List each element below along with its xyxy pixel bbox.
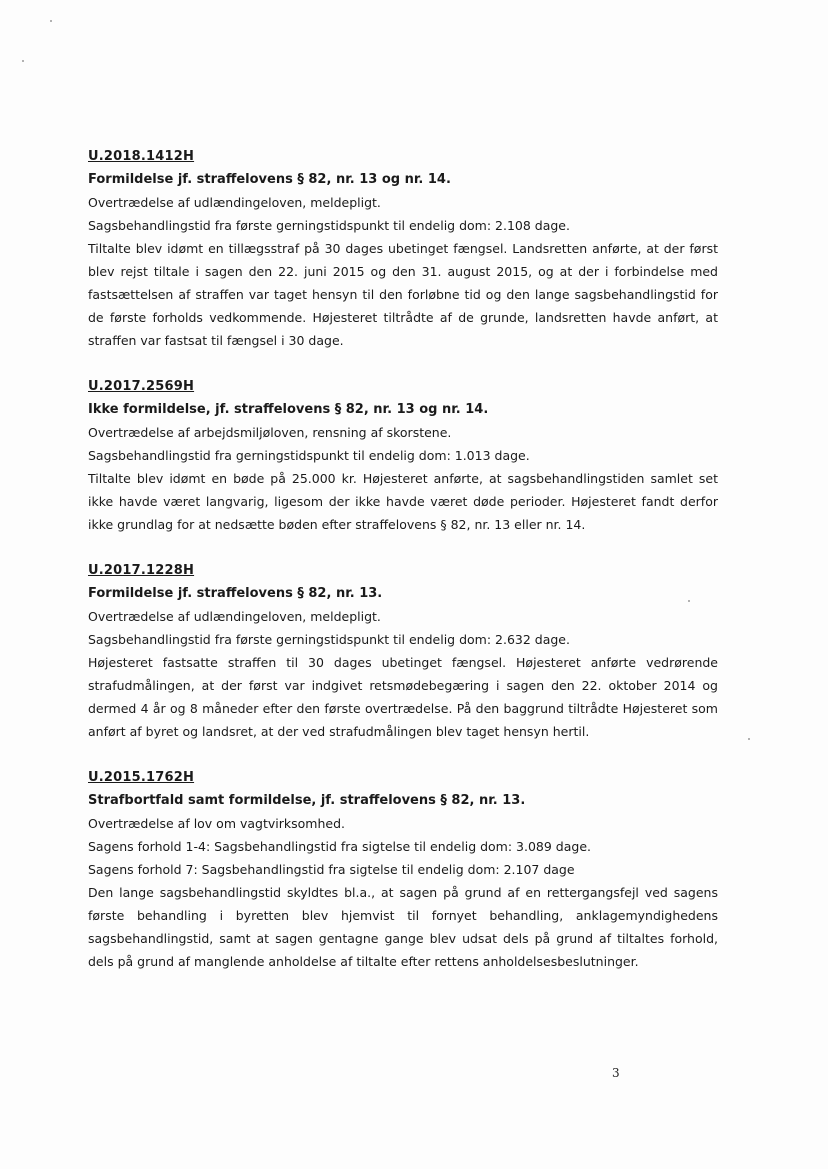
case-text: Den lange sagsbehandlingstid skyldtes bl.a., at sagen på grund af en rettergangsfejl ved sagens første behandling i byretten blev hjemvist til fornyet behandling, anklagemyndighedens sagsbehandlingstid, samt at sagen gentagne gange blev udsat dels på grund af tiltaltes forhold, dels på grund af manglende anholdelse af tiltalte efter rettens anholdelsesbeslutninger. — [88, 885, 718, 969]
case-title: Strafbortfald samt formildelse, jf. straffelovens § 82, nr. 13. — [88, 793, 526, 808]
case-title: Formildelse jf. straffelovens § 82, nr. 13 og nr. 14. — [88, 172, 451, 187]
case-reference: U.2017.1228H — [88, 563, 195, 578]
case-offense: Overtrædelse af lov om vagtvirksomhed. — [88, 816, 345, 831]
case-offense: Overtrædelse af udlændingeloven, meldepligt. — [88, 609, 381, 624]
case-entry — [88, 375, 718, 536]
case-offense: Overtrædelse af udlændingeloven, meldepligt. — [88, 195, 381, 210]
case-duration: Sagsbehandlingstid fra gerningstidspunkt til endelig dom: 1.013 dage. — [88, 448, 530, 463]
case-duration: Sagsbehandlingstid fra første gerningstidspunkt til endelig dom: 2.108 dage. — [88, 218, 570, 233]
page-number: 3 — [612, 1066, 620, 1080]
case-duration: Sagsbehandlingstid fra første gerningstidspunkt til endelig dom: 2.632 dage. — [88, 632, 570, 647]
case-duration: Sagens forhold 1-4: Sagsbehandlingstid fra sigtelse til endelig dom: 3.089 dage. — [88, 839, 591, 854]
case-entry — [88, 766, 718, 973]
case-text: Højesteret fastsatte straffen til 30 dages ubetinget fængsel. Højesteret anførte vedrørende strafudmålingen, at der først var indgivet retsmødebegæring i sagen den 22. oktober 2014 og dermed 4 år og 8 måneder efter den første overtrædelse. På den baggrund tiltrådte Højesteret som anført af byret og landsret, at der ved strafudmålingen blev taget hensyn hertil. — [88, 655, 718, 739]
case-reference: U.2015.1762H — [88, 770, 195, 785]
case-entry — [88, 559, 718, 743]
case-text: Tiltalte blev idømt en bøde på 25.000 kr. Højesteret anførte, at sagsbehandlingstiden samlet set ikke havde været langvarig, ligesom der ikke havde været døde perioder. Højesteret fandt derfor ikke grundlag for at nedsætte bøden efter straffelovens § 82, nr. 13 eller nr. 14. — [88, 471, 718, 532]
case-title: Formildelse jf. straffelovens § 82, nr. 13. — [88, 586, 383, 601]
case-offense: Overtrædelse af arbejdsmiljøloven, rensning af skorstene. — [88, 425, 452, 440]
case-entry — [88, 145, 718, 352]
case-duration: Sagens forhold 7: Sagsbehandlingstid fra sigtelse til endelig dom: 2.107 dage — [88, 862, 575, 877]
case-title: Ikke formildelse, jf. straffelovens § 82, nr. 13 og nr. 14. — [88, 402, 489, 417]
scan-speck — [748, 738, 750, 740]
scan-speck — [50, 20, 52, 22]
case-reference: U.2017.2569H — [88, 379, 195, 394]
scan-speck — [22, 60, 24, 62]
case-reference: U.2018.1412H — [88, 149, 195, 164]
case-text: Tiltalte blev idømt en tillægsstraf på 30 dages ubetinget fængsel. Landsretten anførte, at der først blev rejst tiltale i sagen den 22. juni 2015 og den 31. august 2015, og at der i forbindelse med fastsættelsen af straffen var taget hensyn til den forløbne tid og den lange sagsbehandlingstid for de første forholds vedkommende. Højesteret tiltrådte af de grunde, landsretten havde anført, at straffen var fastsat til fængsel i 30 dage. — [88, 241, 718, 348]
document-body — [88, 145, 718, 996]
